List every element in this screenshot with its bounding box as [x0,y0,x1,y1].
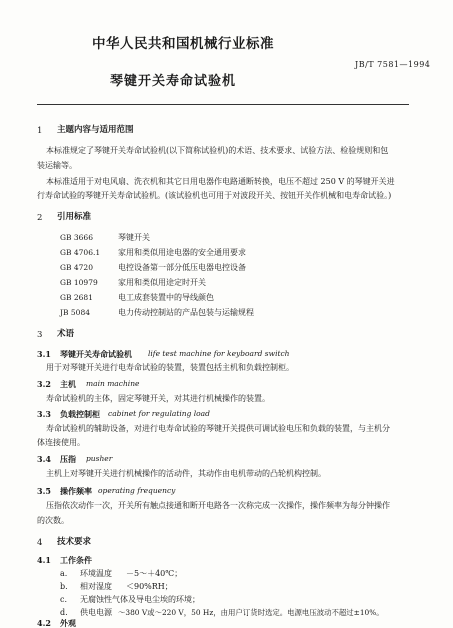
ref-title: 电工成套装置中的导线颜色 [118,293,214,302]
ref-code: GB 2681 [60,293,93,302]
section-4-heading: 技术要求 [57,537,92,547]
ref-title: 家用和类似用途电器的安全通用要求 [118,248,246,257]
term-english: main machine [86,379,140,388]
condition-name: 相对湿度 [80,582,112,591]
ref-title: 电控设备第一部分低压电器电控设备 [118,263,246,272]
section-1-para1-line2: 装运输等。 [37,161,77,170]
section-4-number: 4 [37,538,43,548]
ref-code: GB 4720 [60,263,93,272]
subsection-heading: 外观 [60,618,76,628]
term-name: 操作频率 [60,486,92,496]
condition-label: b. [60,582,68,591]
term-definition: 用于对琴键开关进行电寿命试验的装置，装置包括主机和负载控制柜。 [46,363,294,372]
condition-label: c. [60,595,68,604]
term-name: 压指 [60,454,76,464]
term-name: 负载控制柜 [60,409,100,419]
header-rule [37,104,409,105]
condition-value: ＜90%RH； [126,582,173,591]
ref-code: JB 5084 [60,308,90,317]
document-title: 琴键开关寿命试验机 [110,74,237,89]
condition-label: a. [60,569,68,578]
section-3-number: 3 [37,330,43,340]
section-2-number: 2 [37,213,43,223]
term-definition: 压指依次动作一次，开关所有触点接通和断开电路各一次称完成一次操作，操作频率为每分钟操作 [46,501,390,510]
term-definition-cont: 的次数。 [37,516,69,525]
subsection-number: 4.2 [37,618,51,628]
section-1-para1-line1: 本标准规定了琴键开关寿命试验机(以下简称试验机)的术语、技术要求、试验方法、检验规则和包 [46,146,389,155]
condition-name: 无腐蚀性气体及导电尘埃的环境； [80,595,200,604]
section-3-heading: 术语 [57,329,75,339]
section-1-number: 1 [37,126,43,136]
term-english: cabinet for regulating load [108,409,210,418]
section-2-heading: 引用标准 [57,212,92,222]
term-definition-cont: 体连接使用。 [37,438,85,447]
ref-code: GB 3666 [60,233,93,242]
term-number: 3.2 [37,379,51,389]
standard-body-title: 中华人民共和国机械行业标准 [92,36,274,52]
ref-title: 电力传动控制站的产品包装与运输规程 [118,308,254,317]
term-number: 3.1 [37,349,51,359]
term-number: 3.4 [37,454,51,464]
term-number: 3.3 [37,409,51,419]
term-name: 琴键开关寿命试验机 [60,349,132,359]
section-1-para2-line2: 行寿命试验的琴键开关寿命试验机。(该试验机也可用于对波段开关、按钮开关作机械和电寿命试验。) [37,191,392,200]
condition-value: －5～＋40℃； [126,569,183,578]
section-1-para2-line1: 本标准适用于对电风扇、洗衣机和其它日用电器作电路通断转换，电压不超过 250 V 的琴键开关进 [46,177,395,186]
term-english: operating frequency [98,486,176,495]
term-name: 主机 [60,379,76,389]
term-definition: 寿命试验机的主体，固定琴键开关，对其进行机械操作的装置。 [46,394,270,403]
term-number: 3.5 [37,486,51,496]
ref-code: GB 4706.1 [60,248,101,257]
term-definition: 寿命试验机的辅助设备，对进行电寿命试验的琴键开关提供可调试验电压和负载的装置，与主机分 [46,424,390,433]
condition-value: ～380 V或～220 V，50 Hz，由用户订货时选定。电源电压波动不超过±10%。 [118,608,384,617]
condition-name: 环境温度 [80,569,112,578]
condition-name: 供电电源 [80,608,112,617]
subsection-heading: 工作条件 [60,555,92,565]
subsection-number: 4.1 [37,555,51,565]
term-definition: 主机上对琴键开关进行机械操作的活动件，其动作由电机带动的凸轮机构控制。 [46,469,326,478]
condition-label: d. [60,608,68,617]
term-english: life test machine for keyboard switch [148,349,290,358]
standard-code: JB/T 7581—1994 [355,60,431,69]
term-english: pusher [86,454,113,463]
section-1-heading: 主题内容与适用范围 [57,125,134,135]
ref-title: 家用和类似用途定时开关 [118,278,206,287]
ref-code: GB 10979 [60,278,98,287]
ref-title: 琴键开关 [118,233,150,242]
